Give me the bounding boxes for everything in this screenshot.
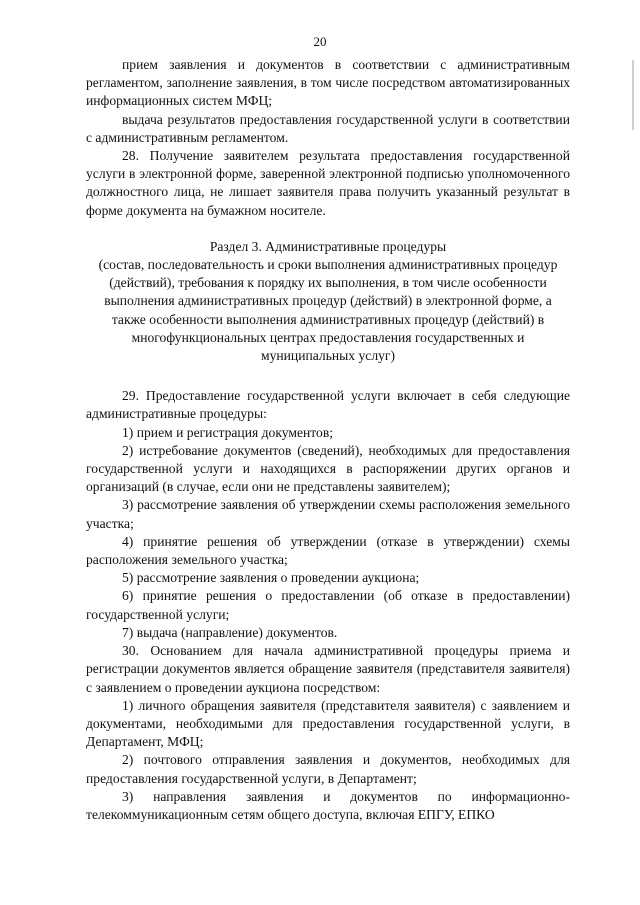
list-item: 1) прием и регистрация документов; [122, 424, 334, 440]
section-title: Раздел 3. Административные процедуры [209, 238, 447, 254]
list-item: 7) выдача (направление) документов. [122, 624, 338, 640]
list-item: 1) личного обращения заявителя (представителя заявителя) с заявлением и документами, необходимыми для предоставления государственной услуги, в Департамент, МФЦ; [86, 697, 570, 750]
section-subtitle: (состав, последовательность и сроки выполнения административных процедур (действий), требования к порядку их выполнения, в том числе особенности выполнения административных процедур (действий) в электронной форме, а также особенности выполнения административных процедур (действий) в многофункциональных центрах предоставления государственных и муниципальных услуг) [98, 257, 558, 364]
list-item: 3) рассмотрение заявления об утверждении схемы расположения земельного участка; [86, 497, 570, 531]
section-heading [86, 238, 570, 365]
list-item: 3) направления заявления и документов по информационно-телекоммуникационным сетям общего доступа, включая ЕПГУ, ЕПКО [86, 788, 570, 822]
paragraph: 29. Предоставление государственной услуги включает в себя следующие административные процедуры: [86, 388, 570, 422]
list-item: 2) почтового отправления заявления и документов, необходимых для предоставления государственной услуги, в Департамент; [86, 752, 570, 786]
document-body [86, 56, 570, 824]
list-item: 4) принятие решения об утверждении (отказе в утверждении) схемы расположения земельного участка; [86, 533, 570, 568]
scan-artifact [632, 60, 634, 130]
list-item: 6) принятие решения о предоставлении (об отказе в предоставлении) государственной услуги; [86, 588, 570, 622]
paragraph: выдача результатов предоставления государственной услуги в соответствии с административным регламентом. [86, 111, 570, 145]
list-item: 5) рассмотрение заявления о проведении аукциона; [122, 570, 420, 586]
paragraph: 30. Основанием для начала административной процедуры приема и регистрации документов является обращение заявителя (представителя заявителя) с заявлением о проведении аукциона посредством: [86, 643, 570, 695]
page-number: 20 [313, 34, 327, 49]
paragraph: прием заявления и документов в соответствии с административным регламентом, заполнение заявления, в том числе посредством автоматизированных информационных систем МФЦ; [86, 57, 570, 109]
paragraph: 28. Получение заявителем результата предоставления государственной услуги в электронной форме, заверенной электронной подписью уполномоченного должностного лица, не лишает заявителя права получить указанный результат в форме документа на бумажном носителе. [86, 148, 570, 218]
list-item: 2) истребование документов (сведений), необходимых для предоставления государственной услуги и находящихся в распоряжении других органов и организаций (в случае, если они не представлены заявителем); [86, 442, 570, 495]
